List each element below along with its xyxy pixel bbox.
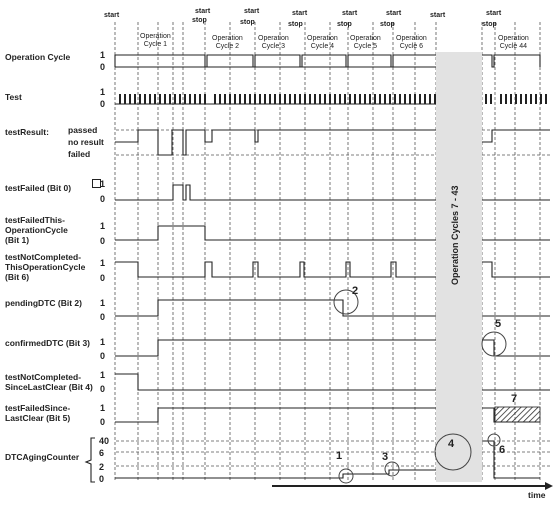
gap-label: Operation Cycles 7 - 43: [450, 185, 460, 285]
operation-cycle-label: Operation Cycle 6: [396, 35, 427, 50]
trace-operation-cycle: [115, 55, 436, 67]
event-stop-label: stop: [380, 21, 395, 28]
signal-level: passed: [68, 125, 98, 135]
trace-tnc-this-cycle: [115, 262, 436, 277]
signal-label: Test: [5, 92, 22, 102]
operation-cycle-label: Operation Cycle 2: [212, 35, 243, 50]
event-start-label: start: [486, 10, 502, 17]
callout-number: 3: [382, 451, 389, 463]
signal-level: 0: [100, 273, 106, 283]
callout-number: 2: [352, 285, 359, 297]
signal-level: 1: [100, 87, 106, 97]
signal-label: DTCAgingCounter: [5, 452, 80, 462]
signal-level: 0: [100, 99, 106, 109]
operation-cycle-label: Operation Cycle 3: [258, 35, 289, 50]
event-stop-label: stop: [192, 17, 207, 24]
signal-level: 1: [100, 403, 106, 413]
trace-test-result: [115, 130, 436, 155]
signal-label: Operation Cycle: [5, 52, 71, 62]
signal-level: 1: [100, 50, 106, 60]
signal-label: testNotCompleted- ThisOperationCycle (Bit 6): [5, 252, 86, 282]
trace-aging-counter: [115, 470, 436, 478]
event-stop-label: stop: [337, 21, 352, 28]
callout-number: 6: [499, 444, 506, 456]
signal-level: 0: [100, 417, 106, 427]
event-start-label: start: [292, 10, 308, 17]
operation-cycle-label: Operation Cycle 4: [307, 35, 338, 50]
signal-level: 0: [100, 351, 106, 361]
signal-level: 0: [100, 194, 106, 204]
operation-cycle-label: Operation Cycle 1: [140, 33, 171, 48]
signal-label: testResult:: [5, 127, 49, 137]
signal-level: no result: [68, 137, 104, 147]
signal-label: testFailedThis- OperationCycle (Bit 1): [5, 215, 68, 245]
event-start-label: start: [386, 10, 402, 17]
event-start-label: start: [244, 8, 260, 15]
signal-level: 1: [100, 179, 106, 189]
signal-level: 1: [100, 258, 106, 268]
signal-level: 0: [99, 474, 105, 484]
event-stop-label: stop: [288, 21, 303, 28]
trace-tf-since-clear: [115, 408, 436, 422]
signal-label: testFailedSince- LastClear (Bit 5): [5, 403, 71, 423]
event-start-label: start: [342, 10, 358, 17]
trace-test-result: [482, 130, 550, 142]
trace-pending-dtc: [115, 300, 436, 316]
callout-circle: [339, 469, 353, 483]
event-stop-label: stop: [482, 21, 497, 28]
hatched-block: [495, 407, 540, 422]
callout-number: 5: [495, 318, 502, 330]
signal-label: confirmedDTC (Bit 3): [5, 338, 90, 348]
signal-level: 2: [99, 462, 105, 472]
signal-level: 0: [100, 62, 106, 72]
signal-level: 0: [100, 384, 106, 394]
counter-bracket: [86, 438, 95, 482]
signal-level: 1: [100, 337, 106, 347]
time-axis-label: time: [528, 490, 546, 500]
trace-tf-this-cycle: [115, 226, 436, 240]
marker-box: [92, 179, 101, 188]
signal-level: 40: [99, 436, 110, 446]
trace-confirmed-dtc: [115, 340, 436, 356]
callout-number: 1: [336, 450, 343, 462]
signal-level: 1: [100, 370, 106, 380]
trace-tnc-since-clear: [115, 374, 436, 390]
trace-aging-counter: [482, 441, 540, 478]
trace-operation-cycle: [482, 55, 540, 67]
signal-level: 1: [100, 221, 106, 231]
event-start-label: start: [104, 12, 120, 19]
signal-label: testFailed (Bit 0): [5, 183, 72, 193]
event-start-label: start: [195, 8, 211, 15]
callout-number: 7: [511, 393, 518, 405]
operation-cycle-label: Operation Cycle 44: [498, 35, 529, 50]
time-axis-arrow-icon: [545, 482, 553, 490]
signal-level: 1: [100, 298, 106, 308]
operation-cycle-label: Operation Cycle 5: [350, 35, 381, 50]
signal-level: failed: [68, 149, 91, 159]
event-start-label: start: [430, 12, 446, 19]
trace-test-failed: [115, 185, 436, 200]
signal-level: 0: [100, 236, 106, 246]
event-stop-label: stop: [240, 19, 255, 26]
callout-number: 4: [448, 438, 455, 450]
signal-label: pendingDTC (Bit 2): [5, 298, 82, 308]
signal-label: testNotCompleted- SinceLastClear (Bit 4): [5, 372, 93, 392]
signal-level: 0: [100, 312, 106, 322]
callout-circle: [385, 462, 399, 476]
signal-level: 6: [99, 448, 105, 458]
